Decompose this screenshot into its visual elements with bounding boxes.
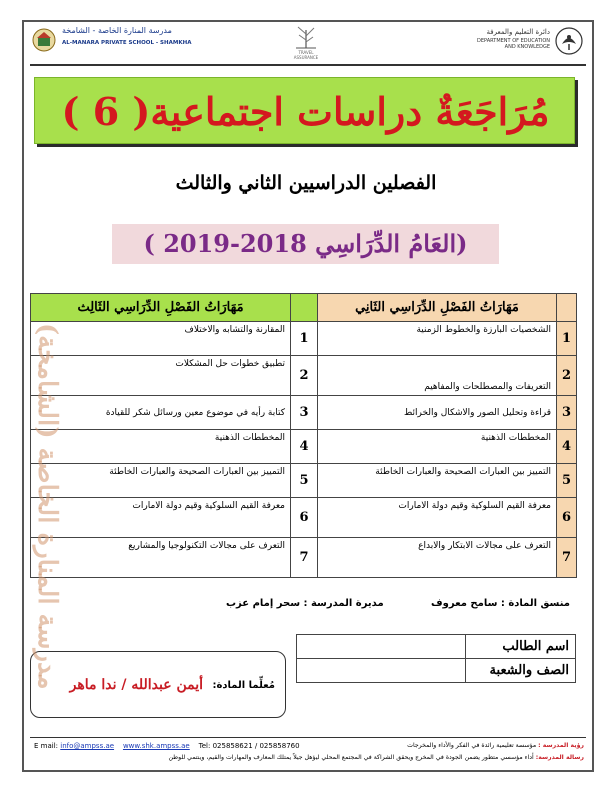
student-name-label: اسم الطالب — [466, 635, 576, 659]
telephone: Tel: 025858621 / 025858760 — [198, 742, 300, 750]
sem3-skill: معرفة القيم السلوكية وقيم دولة الامارات — [31, 498, 291, 538]
row-number-mid: 5 — [291, 464, 318, 498]
email-link[interactable]: info@ampss.ae — [60, 742, 115, 750]
table-row — [31, 430, 577, 464]
row-number-mid: 2 — [291, 356, 318, 396]
sem3-skill: التمييز بين العبارات الصحيحة والعبارات الخاطئة — [31, 464, 291, 498]
skills-table — [30, 293, 577, 578]
row-number-mid: 7 — [291, 538, 318, 578]
sem2-skill: التعرف على مجالات الابتكار والابداع — [318, 538, 557, 578]
academic-year-banner — [112, 224, 499, 264]
school-name-en: AL-MANARA PRIVATE SCHOOL - SHAMKHA — [62, 40, 192, 46]
row-number: 6 — [557, 498, 577, 538]
student-info-table — [296, 634, 576, 683]
sem3-header: مَهَارَاتُ الفَصْلِ الدِّرَاسِي الثَالِث — [31, 294, 291, 322]
school-principal: مديرة المدرسة : سحر إمام عزب — [226, 598, 384, 609]
teacher-label: مُعلِّما المادة: — [212, 680, 275, 691]
school-header — [32, 26, 192, 56]
school-mission — [168, 754, 584, 761]
page-subtitle: الفصلين الدراسيين الثاني والثالث — [175, 172, 437, 194]
sem3-skill: تطبيق خطوات حل المشكلات — [31, 356, 291, 396]
sem2-skill: المخططات الذهنية — [318, 430, 557, 464]
footer-divider — [30, 737, 586, 738]
row-number-mid: 1 — [291, 322, 318, 356]
table-row — [31, 464, 577, 498]
sem2-skill: الشخصيات البارزة والخطوط الزمنية — [318, 322, 557, 356]
school-vision — [407, 742, 584, 749]
sem3-skill: المخططات الذهنية — [31, 430, 291, 464]
table-row — [31, 396, 577, 430]
school-crest-icon — [32, 28, 56, 52]
website-link[interactable]: www.shk.ampss.ae — [122, 742, 190, 750]
center-logo — [286, 24, 326, 58]
tree-logo-icon — [286, 24, 326, 50]
sem2-skill: قراءة وتحليل الصور والاشكال والخرائط — [318, 396, 557, 430]
header-num-cell-mid — [291, 294, 318, 322]
sem3-skill: كتابة رأيه في موضوع معين ورسائل شكر للقيادة — [31, 396, 291, 430]
sem2-header: مَهَارَاتُ الفَصْلِ الدِّرَاسِي الثَانِي — [318, 294, 557, 322]
sem2-skill: معرفة القيم السلوكية وقيم دولة الامارات — [318, 498, 557, 538]
header-num-cell — [557, 294, 577, 322]
header-divider — [30, 64, 586, 66]
student-name-row — [297, 635, 576, 659]
sem2-skill: التعريفات والمصطلحات والمفاهيم — [318, 356, 557, 396]
row-number: 7 — [557, 538, 577, 578]
school-name-ar: مدرسة المنارة الخاصة - الشامخة — [62, 26, 172, 35]
sem3-skill: التعرف على مجالات التكنولوجيا والمشاريع — [31, 538, 291, 578]
mission-label: رسالة المدرسة: — [535, 754, 584, 761]
mission-text: أداء مؤسسي متطور يضمن الجودة في المخرج ويحقق الشراكة في المجتمع المحلي ليؤهل جيلاً يمتلك المعارف والمهارات والقيم، وينتمي للوطن — [168, 754, 534, 761]
adek-falcon-icon — [554, 26, 584, 56]
sem2-skill: التمييز بين العبارات الصحيحة والعبارات الخاطئة — [318, 464, 557, 498]
table-row — [31, 322, 577, 356]
student-name-field[interactable] — [297, 635, 466, 659]
adek-name-en — [477, 38, 550, 50]
vision-label: رؤية المدرسة : — [538, 742, 584, 749]
teacher-box — [30, 651, 286, 718]
adek-en-line2: AND KNOWLEDGE — [504, 44, 550, 50]
row-number: 2 — [557, 356, 577, 396]
student-class-label: الصف والشعبة — [466, 659, 576, 683]
row-number: 5 — [557, 464, 577, 498]
student-class-row — [297, 659, 576, 683]
table-row — [31, 538, 577, 578]
row-number: 1 — [557, 322, 577, 356]
row-number: 3 — [557, 396, 577, 430]
academic-year: ( العَامُ الدِّرَاسِي 2018-2019) — [143, 229, 468, 258]
footer-contact — [34, 742, 300, 750]
adek-en-line1: DEPARTMENT OF EDUCATION — [477, 38, 550, 44]
student-class-field[interactable] — [297, 659, 466, 683]
row-number-mid: 6 — [291, 498, 318, 538]
table-header-row — [31, 294, 577, 322]
teacher-names: أيمن عبدالله / ندا ماهر — [69, 677, 203, 693]
page-title: مُرَاجَعَةٌ دراسات اجتماعية( 6 ) — [61, 89, 550, 134]
adek-header — [438, 26, 588, 56]
school-watermark: مدرسة المنارة الخاصة (الشامخة) — [32, 323, 62, 690]
row-number-mid: 3 — [291, 396, 318, 430]
sem3-skill: المقارنة والتشابه والاختلاف — [31, 322, 291, 356]
table-row — [31, 356, 577, 396]
email-label: E mail: — [34, 742, 59, 750]
vision-text: مؤسسة تعليمية رائدة في الفكر والأداء والمخرجات — [407, 742, 537, 749]
row-number: 4 — [557, 430, 577, 464]
title-banner — [34, 77, 575, 144]
subject-coordinator: منسق المادة : سامح معروف — [431, 598, 570, 609]
table-row — [31, 498, 577, 538]
center-logo-caption: TRAVEL ASSURANCE — [293, 50, 319, 60]
row-number-mid: 4 — [291, 430, 318, 464]
adek-name-ar: دائرة التعليم والمعرفة — [486, 28, 550, 36]
